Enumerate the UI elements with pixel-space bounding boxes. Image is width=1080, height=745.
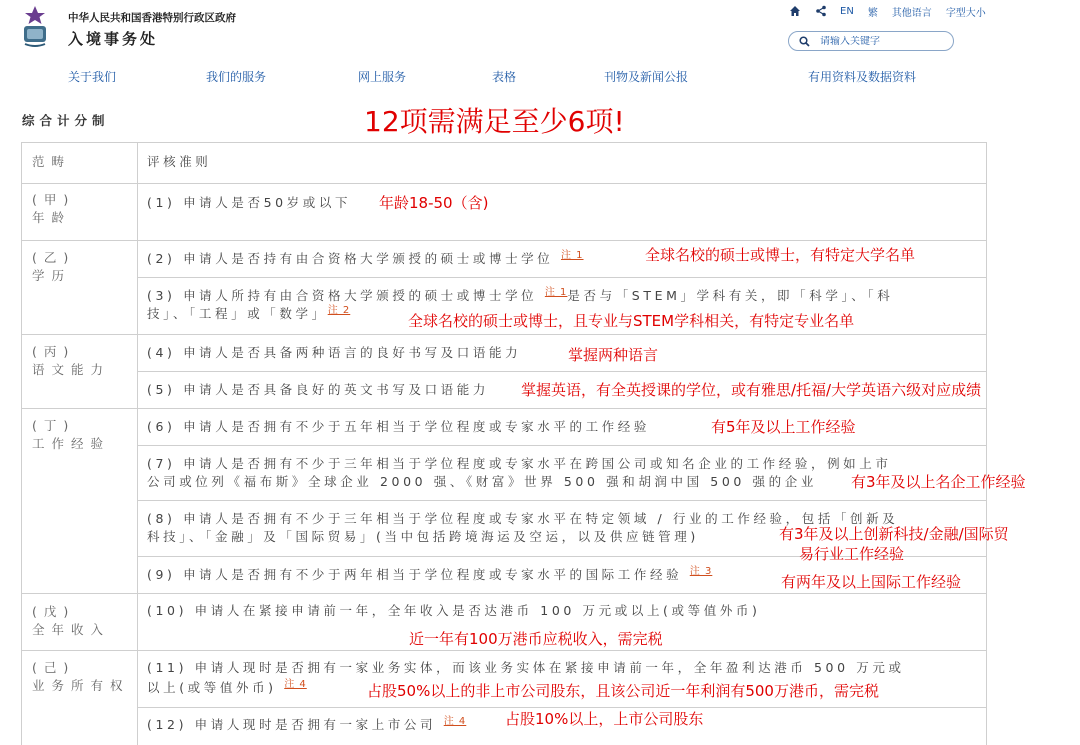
- requirement-annotation: 12项需满足至少6项!: [364, 105, 625, 138]
- note-link[interactable]: 注 1: [544, 286, 568, 298]
- note-link[interactable]: 注 4: [443, 715, 467, 727]
- nav-about-us[interactable]: 关于我们: [68, 70, 117, 84]
- category-a: [32, 191, 75, 227]
- annotation-1: 年龄18-50（含): [379, 194, 489, 212]
- annotation-8-line-2: 易行业工作经验: [799, 545, 905, 563]
- english-link[interactable]: EN: [840, 5, 854, 17]
- note-link[interactable]: 注 2: [327, 304, 351, 316]
- criterion-text: (9) 申请人是否拥有不少于两年相当于学位程度或专家水平的国际工作经验: [147, 567, 683, 582]
- criterion-10: (10) 申请人在紧接申请前一年，全年收入是否达港币 100 万元或以上(或等值外币): [147, 603, 761, 618]
- row-divider: [137, 445, 986, 446]
- category-code: (戊): [32, 604, 76, 619]
- category-code: (己): [32, 660, 76, 675]
- row-divider: [22, 408, 986, 409]
- criterion-8-line-1: (8) 申请人是否拥有不少于三年相当于学位程度或专家水平在特定领域 / 行业的工作经验，包括「创新及: [147, 511, 899, 526]
- nav-our-services[interactable]: 我们的服务: [206, 70, 267, 84]
- font-size-link[interactable]: 字型大小: [945, 7, 986, 19]
- search-icon[interactable]: [799, 36, 810, 47]
- criterion-11-line-2: [147, 679, 307, 697]
- nav-online-services[interactable]: 网上服务: [358, 70, 407, 84]
- annotation-2: 全球名校的硕士或博士，有特定大学名单: [645, 246, 916, 264]
- category-d: [32, 417, 110, 453]
- annotation-12: 占股10%以上，上市公司股东: [505, 710, 704, 728]
- annotation-5: 掌握英语，有全英授课的学位，或有雅思/托福/大学英语六级对应成绩: [521, 381, 982, 399]
- criterion-11-line-1: (11) 申请人现时是否拥有一家业务实体，而该业务实体在紧接申请前一年，全年盈利达港币 500 万元或: [147, 660, 905, 675]
- criterion-12: [147, 716, 466, 734]
- note-link[interactable]: 注 4: [284, 678, 307, 690]
- category-label: 学历: [32, 268, 72, 283]
- nav-publications-press[interactable]: 刊物及新闻公报: [604, 70, 689, 84]
- header-category: 范畴: [32, 154, 72, 169]
- column-divider: [137, 143, 138, 745]
- note-link[interactable]: 注 1: [560, 249, 584, 261]
- criterion-7-line-1: (7) 申请人是否拥有不少于三年相当于学位程度或专家水平在跨国公司或知名企业的工作经验，例如上市: [147, 456, 892, 471]
- nav-forms[interactable]: 表格: [492, 70, 517, 84]
- assessment-table: [21, 142, 1026, 745]
- criterion-text: 以上(或等值外币): [147, 680, 277, 695]
- home-icon[interactable]: [788, 4, 802, 18]
- traditional-chinese-link[interactable]: 繁: [867, 7, 878, 19]
- category-label: 全年收入: [32, 622, 111, 637]
- criterion-text: 技」、「工程」或「数学」: [147, 306, 328, 321]
- criterion-3-line-2: [147, 305, 350, 323]
- annotation-4: 掌握两种语言: [568, 346, 659, 364]
- search-input[interactable]: [820, 36, 940, 47]
- other-languages-link[interactable]: 其他语言: [891, 7, 932, 19]
- government-name: 中华人民共和国香港特别行政区政府: [68, 12, 236, 24]
- note-link[interactable]: 注 3: [689, 565, 713, 577]
- annotation-7: 有3年及以上名企工作经验: [851, 473, 1026, 491]
- criterion-5: (5) 申请人是否具备良好的英文书写及口语能力: [147, 382, 489, 397]
- category-code: (丙): [32, 344, 76, 359]
- share-icon[interactable]: [814, 4, 828, 18]
- criterion-2: [147, 250, 584, 268]
- criterion-text: (12) 申请人现时是否拥有一家上市公司: [147, 717, 437, 732]
- annotation-10: 近一年有100万港币应税收入，需完税: [409, 630, 663, 648]
- main-navigation: [0, 68, 1080, 86]
- criterion-3-line-1: [147, 287, 893, 305]
- annotation-11: 占股50%以上的非上市公司股东，且该公司近一年利润有500万港币，需完税: [367, 682, 879, 700]
- row-divider: [22, 650, 986, 651]
- criterion-7-line-2: 公司或位列《福布斯》全球企业 2000 强、《财富》世界 500 强和胡润中国 500 强的企业: [147, 474, 817, 489]
- criterion-text: 是否与「STEM」学科有关，即「科学」、「科: [567, 288, 894, 303]
- header-criteria: 评核准则: [147, 154, 212, 169]
- category-label: 年龄: [32, 210, 72, 225]
- row-divider: [22, 334, 986, 335]
- search-box[interactable]: [788, 31, 954, 51]
- category-code: (丁): [32, 418, 76, 433]
- criterion-4: (4) 申请人是否具备两种语言的良好书写及口语能力: [147, 345, 522, 360]
- row-divider: [22, 593, 986, 594]
- category-code: (乙): [32, 250, 76, 265]
- criterion-9: [147, 566, 712, 584]
- category-f: [32, 659, 130, 695]
- annotation-9: 有两年及以上国际工作经验: [781, 573, 962, 591]
- hksar-emblem-logo: [20, 4, 50, 48]
- annotation-3: 全球名校的硕士或博士，且专业与STEM学科相关，有特定专业名单: [408, 312, 855, 330]
- category-label: 语文能力: [32, 362, 111, 377]
- row-divider: [137, 707, 986, 708]
- top-utility-links: [788, 3, 1000, 19]
- annotation-6: 有5年及以上工作经验: [711, 418, 856, 436]
- category-e: [32, 603, 110, 639]
- annotation-8-line-1: 有3年及以上创新科技/金融/国际贸: [779, 525, 1009, 543]
- category-label: 工作经验: [32, 436, 111, 451]
- department-name[interactable]: 入境事务处: [68, 30, 159, 48]
- row-divider: [137, 371, 986, 372]
- criterion-6: (6) 申请人是否拥有不少于五年相当于学位程度或专家水平的工作经验: [147, 419, 650, 434]
- criterion-text: (2) 申请人是否持有由合资格大学颁授的硕士或博士学位: [147, 251, 554, 266]
- category-code: (甲): [32, 192, 76, 207]
- row-divider: [22, 183, 986, 184]
- criterion-1: (1) 申请人是否50岁或以下: [147, 195, 352, 210]
- category-c: [32, 343, 110, 379]
- nav-useful-information[interactable]: 有用资料及数据资料: [808, 70, 917, 84]
- category-b: [32, 249, 75, 285]
- category-label: 业务所有权: [32, 678, 130, 693]
- criterion-text: (3) 申请人所持有由合资格大学颁授的硕士或博士学位: [147, 288, 538, 303]
- criterion-8-line-2: 科技」、「金融」及「国际贸易」(当中包括跨境海运及空运，以及供应链管理): [147, 529, 699, 544]
- row-divider: [137, 500, 986, 501]
- row-divider: [22, 240, 986, 241]
- page-title: 综合计分制: [22, 113, 110, 128]
- row-divider: [137, 277, 986, 278]
